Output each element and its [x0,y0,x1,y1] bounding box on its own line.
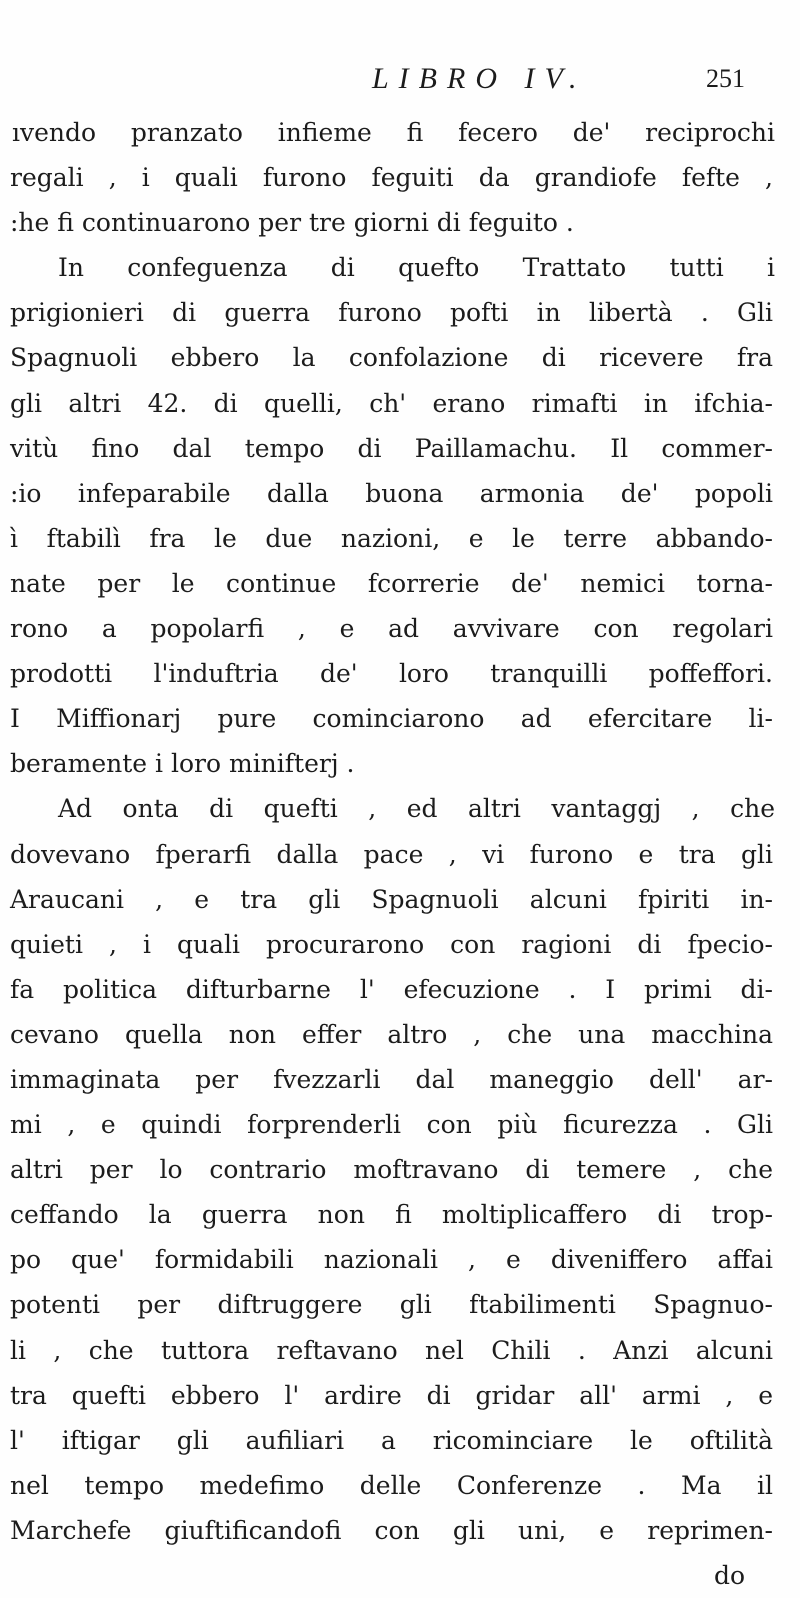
text-line: Marchefe giuftificandofi con gli uni, e reprimen- [10,1515,773,1545]
text-line: ıvendo pranzato infieme fi fecero de' reciprochi [12,118,775,147]
text-line: :he fi continuarono per tre giorni di feguito . [10,208,574,238]
body-text [0,110,800,1598]
text-line: ceffando la guerra non fi moltiplicaffero di trop- [10,1200,773,1230]
text-line: altri per lo contrario moftravano di temere , che [10,1155,773,1185]
text-line: nel tempo medefimo delle Conferenze . Ma il [10,1470,773,1500]
text-line: In confeguenza di quefto Trattato tutti i [58,253,775,283]
text-line: vitù fino dal tempo di Paillamachu. Il commer- [10,433,773,463]
text-line: Araucani , e tra gli Spagnuoli alcuni fpiriti in- [10,884,773,914]
text-line: fa politica difturbarne l' efecuzione . I primi di- [10,974,773,1004]
page-number: 251 [706,64,745,93]
text-line: Ad onta di quefti , ed altri vantaggj , che [58,794,775,824]
text-line: mi , e quindi forprenderli con più ficurezza . Gli [10,1110,773,1140]
text-line: beramente i loro minifterj . [10,749,355,779]
text-line: rono a popolarfi , e ad avvivare con regolari [10,614,773,644]
text-line: prodotti l'induftria de' loro tranquilli poffeffori. [10,659,773,689]
catchword: do [713,1561,745,1590]
text-line: quieti , i quali procurarono con ragioni di fpecio- [10,929,773,959]
text-line: Spagnuoli ebbero la confolazione di ricevere fra [10,343,773,373]
page-header [0,62,800,102]
text-line: gli altri 42. di quelli, ch' erano rimafti in ifchia- [10,388,773,418]
text-line: nate per le continue fcorrerie de' nemici torna- [10,568,773,598]
text-line: dovevano fperarfi dalla pace , vi furono e tra gli [10,839,773,869]
text-line: prigionieri di guerra furono pofti in libertà . Gli [10,298,773,328]
text-line: potenti per diftruggere gli ftabilimenti Spagnuo- [10,1290,773,1320]
text-line: tra quefti ebbero l' ardire di gridar all' armi , e [10,1380,773,1410]
text-line: ì ftabilì fra le due nazioni, e le terre abbando- [10,523,773,553]
text-line: regali , i quali furono feguiti da grandiofe fefte , [10,163,773,193]
running-title: LIBRO IV. [372,62,587,95]
text-line: :io infeparabile dalla buona armonia de' popoli [10,478,773,508]
text-line: cevano quella non effer altro , che una macchina [10,1019,773,1049]
text-line: li , che tuttora reftavano nel Chili . Anzi alcuni [10,1335,773,1365]
text-line: l' iftigar gli aufiliari a ricominciare le oftilità [10,1425,773,1455]
text-line: immaginata per fvezzarli dal maneggio dell' ar- [10,1064,773,1094]
text-line: po que' formidabili nazionali , e diveniffero affai [10,1245,773,1275]
text-line: I Miffionarj pure cominciarono ad efercitare li- [10,704,773,734]
